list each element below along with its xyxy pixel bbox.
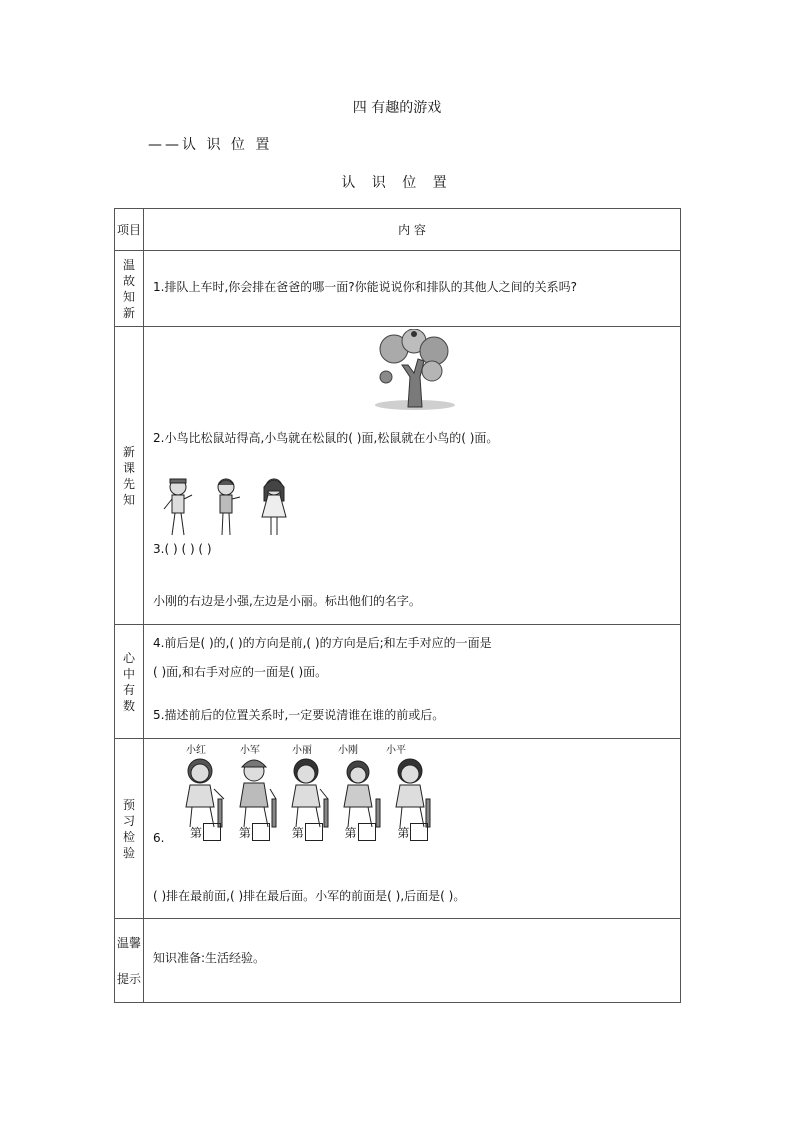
row-label: 心 中 有 数 [115,625,144,739]
row-label: 温 故 知 新 [115,251,144,327]
ordinal-box[interactable]: 第 [190,826,221,840]
question-1: 1.排队上车时,你会排在爸爸的哪一面?你能说说你和排队的其他人之间的关系吗? [153,280,578,294]
ordinal-box[interactable]: 第 [345,826,376,840]
row-content [144,327,681,625]
row-label: 新 课 先 知 [115,327,144,625]
question-3-instruction: 小刚的右边是小强,左边是小丽。标出他们的名字。 [153,594,421,608]
row-label: 温馨 提示 [115,919,144,1003]
table-row [115,251,681,327]
table-row [115,739,681,919]
row-content [144,919,681,1003]
name-label: 小刚 [338,745,358,756]
row-content [144,251,681,327]
tip-text: 知识准备:生活经验。 [153,951,266,965]
q6-ordinal-boxes [153,826,410,845]
table-row [115,327,681,625]
question-4-line1: 4.前后是( )的,( )的方向是前,( )的方向是后;和左手对应的一面是 [153,636,492,650]
table-row [115,625,681,739]
table-header-row [115,209,681,251]
worksheet-table [114,208,681,1003]
children-illustration [162,477,302,539]
question-4-line2: ( )面,和右手对应的一面是( )面。 [153,665,328,679]
question-6-answer-line: ( )排在最前面,( )排在最后面。小军的前面是( ),后面是( )。 [153,889,466,903]
name-label: 小军 [240,745,260,756]
ordinal-box[interactable]: 第 [292,826,323,840]
row-label: 预 习 检 验 [115,739,144,919]
question-5: 5.描述前后的位置关系时,一定要说清谁在谁的前或后。 [153,708,445,722]
page-title: 四 有趣的游戏 [352,100,442,116]
row-content [144,625,681,739]
name-label: 小平 [386,745,406,756]
ordinal-box[interactable]: 第 [239,826,270,840]
question-3: 3.( ) ( ) ( ) [153,542,212,556]
page-subtitle: ——认 识 位 置 [148,137,273,153]
name-label: 小红 [186,745,206,756]
question-2: 2.小鸟比松鼠站得高,小鸟就在松鼠的( )面,松鼠就在小鸟的( )面。 [153,431,499,445]
question-6-number: 6. [153,831,165,845]
seated-children-illustration [170,755,435,829]
tree-illustration [372,329,458,411]
ordinal-box[interactable]: 第 [397,826,428,840]
header-item: 项目 [115,209,144,251]
section-heading: 认 识 位 置 [341,175,453,191]
row-content [144,739,681,919]
name-label: 小丽 [292,745,312,756]
table-row [115,919,681,1003]
header-content: 内 容 [144,209,681,251]
